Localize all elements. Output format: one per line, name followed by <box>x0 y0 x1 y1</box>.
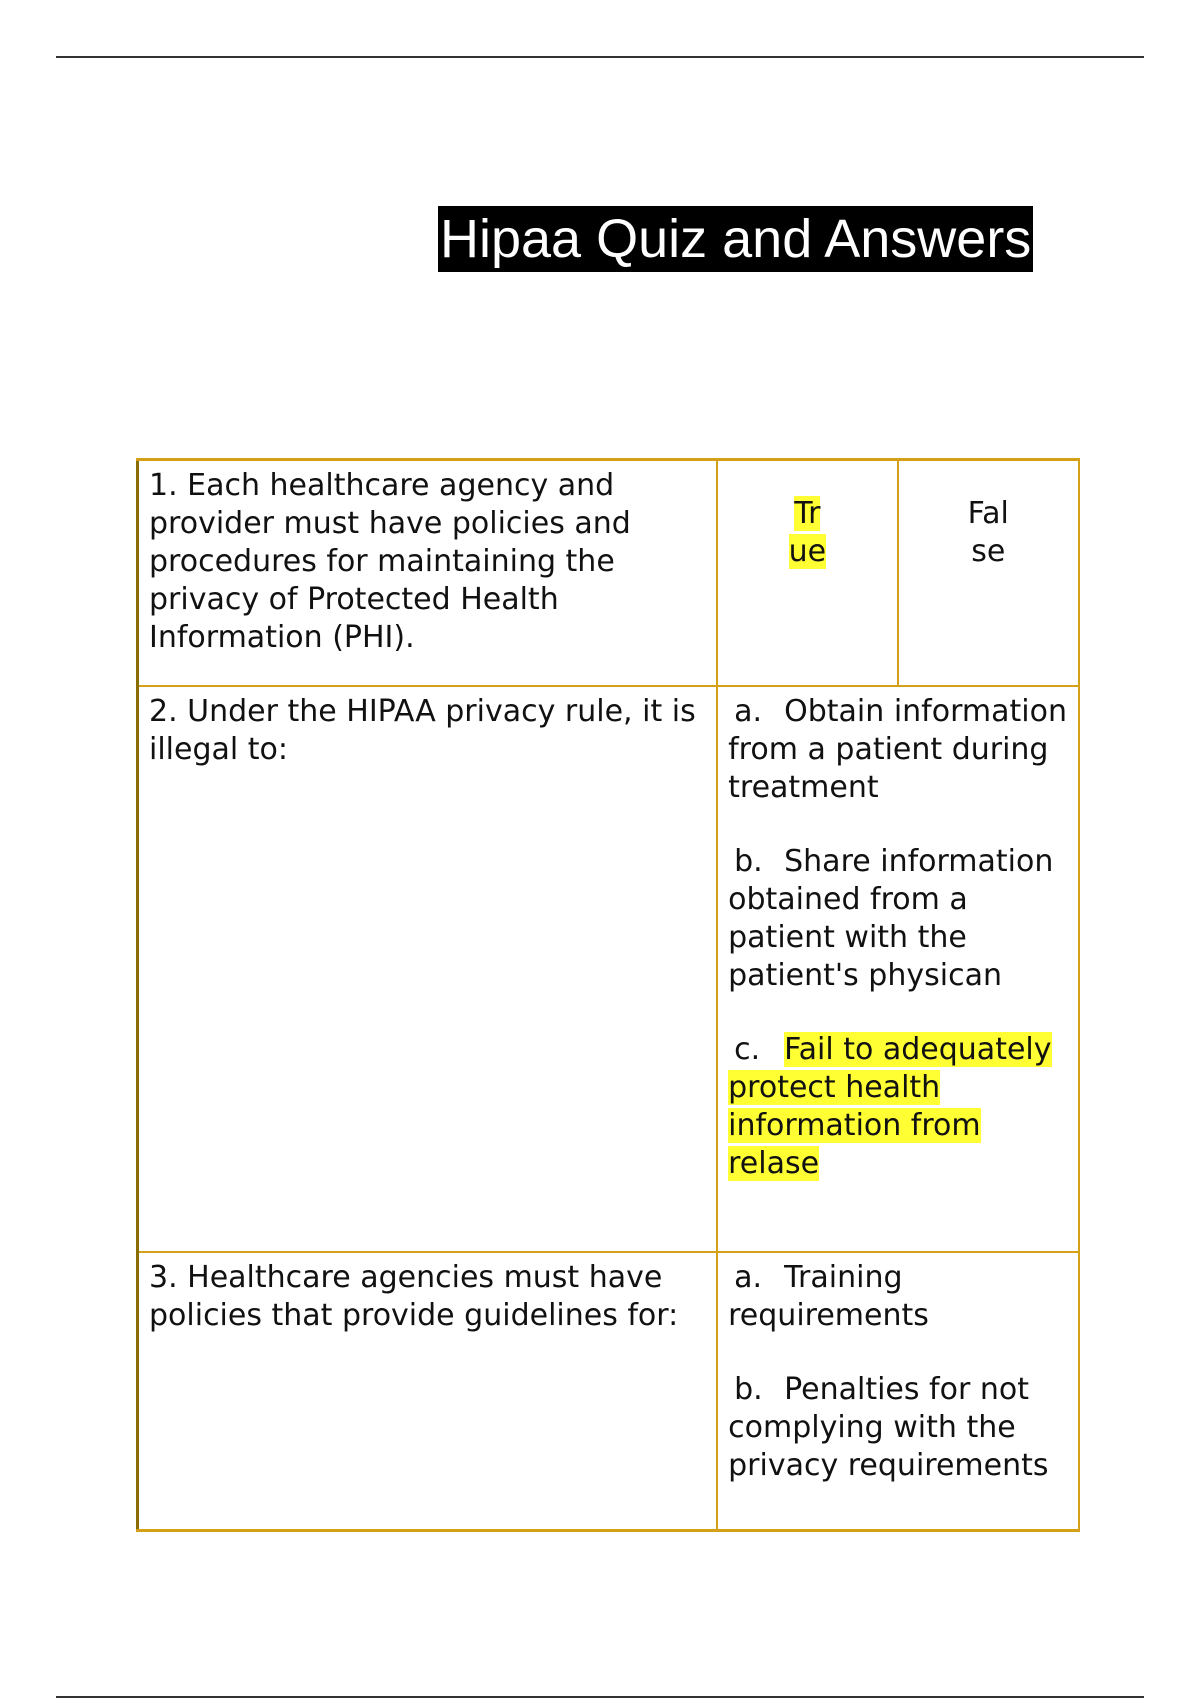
option-text: Penalties for not complying with the privacy requirements <box>728 1372 1049 1483</box>
option-text: Share information obtained from a patient with the patient's physican <box>728 844 1054 993</box>
option-letter: a. <box>734 694 763 729</box>
false-cell <box>898 460 1079 687</box>
question-2-cell <box>138 686 718 1252</box>
option-letter: b. <box>734 1372 763 1407</box>
option-text: Obtain information from a patient during treatment <box>728 694 1067 805</box>
option-a <box>728 693 1068 807</box>
quiz-table <box>136 458 1080 1532</box>
question-1-text: 1. Each healthcare agency and provider must have policies and procedures for maintaining the privacy of Protected Health Information (PHI). <box>149 468 631 655</box>
option-text: Training requirements <box>728 1260 929 1333</box>
top-rule <box>56 56 1144 58</box>
true-cell <box>717 460 897 687</box>
option-letter: b. <box>734 844 763 879</box>
question-2-text: 2. Under the HIPAA privacy rule, it is illegal to: <box>149 694 696 767</box>
false-label-line-1: Fal <box>967 496 1009 531</box>
question-3-cell <box>138 1252 718 1531</box>
true-label-line-1: Tr <box>794 496 821 531</box>
option-text-highlighted: Fail to adequately protect health information from relase <box>728 1032 1052 1181</box>
bottom-rule <box>56 1696 1144 1698</box>
true-label-line-2: ue <box>788 534 827 569</box>
question-2-options <box>717 686 1079 1252</box>
document-title: Hipaa Quiz and Answers <box>438 206 1033 272</box>
option-b <box>728 843 1068 995</box>
option-c <box>728 1031 1068 1183</box>
question-1-cell <box>138 460 718 687</box>
option-letter: c. <box>734 1032 761 1067</box>
table-row <box>138 460 1080 687</box>
option-b <box>728 1371 1068 1485</box>
question-3-options <box>717 1252 1079 1531</box>
false-label-line-2: se <box>971 534 1006 569</box>
option-letter: a. <box>734 1260 763 1295</box>
option-a <box>728 1259 1068 1335</box>
question-3-text: 3. Healthcare agencies must have policies that provide guidelines for: <box>149 1260 679 1333</box>
table-row <box>138 686 1080 1252</box>
table-row <box>138 1252 1080 1531</box>
